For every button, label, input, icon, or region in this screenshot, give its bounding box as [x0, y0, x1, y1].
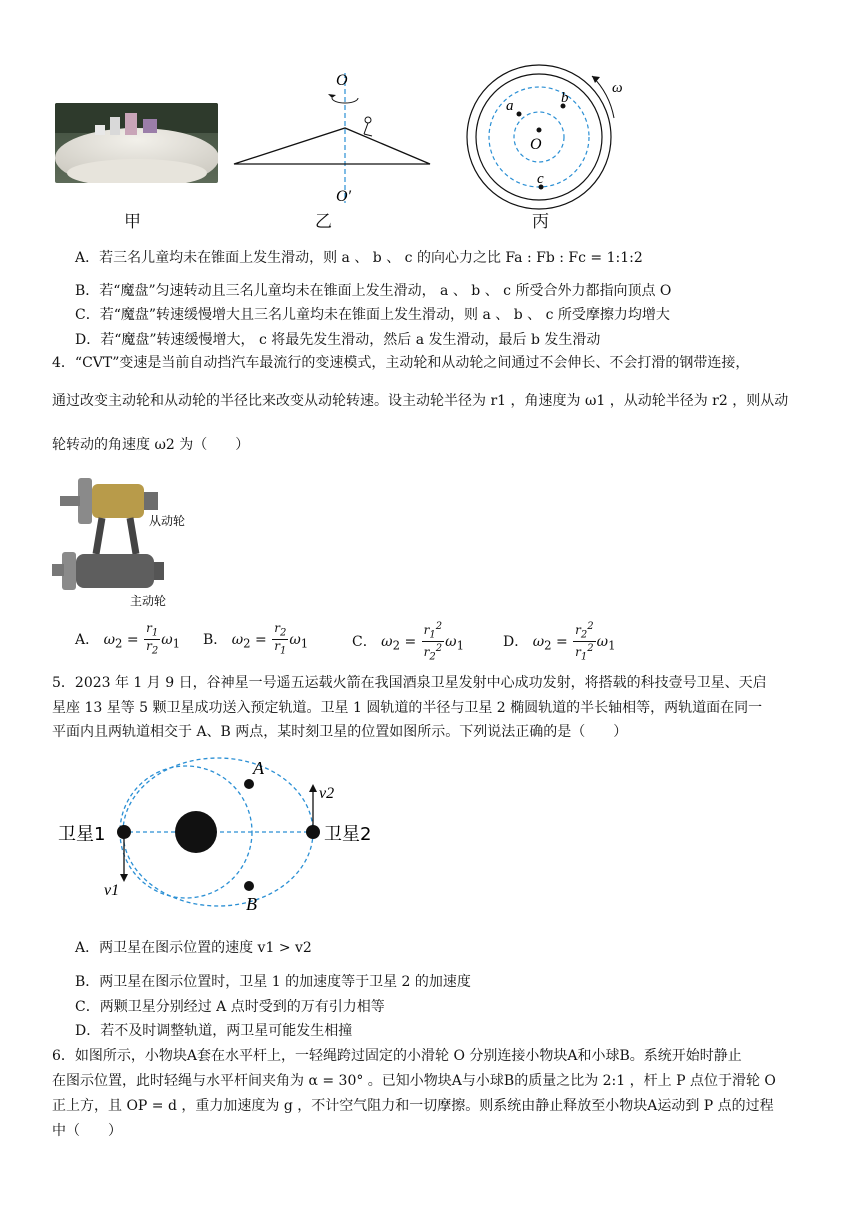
- q3-option-a: A．若三名儿童均未在锥面上发生滑动，则 a 、 b 、 c 的向心力之比 Fa : Fb : Fc = 1:1:2: [75, 250, 643, 266]
- q6-line3: 正上方，且 OP = d ，重力加速度为 g ，不计空气阻力和一切摩擦。则系统由静止释放至小物块A运动到 P 点的过程: [52, 1098, 774, 1114]
- caption-jia: 甲: [124, 212, 141, 232]
- q4-line3: 轮转动的角速度 ω2 为（ ）: [52, 437, 250, 453]
- driven-pulley: [92, 484, 144, 518]
- satellite-2: [306, 825, 320, 839]
- q5-option-b: B．两卫星在图示位置时，卫星 1 的加速度等于卫星 2 的加速度: [75, 974, 471, 990]
- rotation-arrowhead: [328, 94, 336, 98]
- q4-line2: 通过改变主动轮和从动轮的半径比来改变从动轮转速。设主动轮半径为 r1 ，角速度为 ω1 ，从动轮半径为 r2 ，则从动: [52, 393, 789, 409]
- cvt-diagram: [52, 470, 242, 610]
- child-figure: [365, 117, 371, 123]
- q6-line1: 6．如图所示，小物块A套在水平杆上，一轻绳跨过固定的小滑轮 O 分别连接小物块A和小球B。系统开始时静止: [52, 1048, 742, 1064]
- satellite-1: [117, 825, 131, 839]
- point-B: [244, 881, 254, 891]
- svg-text:a: a: [506, 98, 514, 114]
- steel-belt: [96, 518, 102, 554]
- planet: [175, 811, 217, 853]
- label-B: B: [246, 894, 257, 914]
- label-sat2: 卫星2: [324, 824, 372, 845]
- label-O-prime: O′: [336, 188, 352, 205]
- q5-option-a: A．两卫星在图示位置的速度 v1 > v2: [75, 940, 312, 956]
- q5-option-c: C．两颗卫星分别经过 A 点时受到的万有引力相等: [75, 999, 385, 1015]
- driving-pulley: [76, 554, 154, 588]
- q3-option-c: C．若“魔盘”转速缓慢增大且三名儿童均未在锥面上发生滑动，则 a 、 b 、 c 所受摩擦力均增大: [75, 307, 670, 323]
- magic-disk-photo: [55, 103, 218, 183]
- center-dot: [537, 128, 542, 133]
- driving-gear: [62, 552, 76, 590]
- orbit-diagram: [58, 750, 388, 920]
- q4-option-a: A． $\omega_2$ = $\frac{r_1}{r_2}$ $\omega_1$: [75, 621, 181, 657]
- q5-line2: 星座 13 星等 5 颗卫星成功送入预定轨道。卫星 1 圆轨道的半径与卫星 2 椭圆轨道的半长轴相等，两轨道面在同一: [52, 700, 763, 716]
- label-driving: 主动轮: [130, 594, 167, 608]
- q4-option-d: D． $\omega_2$ = $\frac{r_2^2}{r_1^2}$ $\omega_1$: [503, 621, 616, 663]
- q6-line4: 中（ ）: [52, 1123, 122, 1139]
- q5-line3: 平面内且两轨道相交于 A、B 两点，某时刻卫星的位置如图所示。下列说法正确的是（ ）: [52, 724, 628, 740]
- label-sat1: 卫星1: [58, 824, 106, 845]
- q6-line2: 在图示位置，此时轻绳与水平杆间夹角为 α = 30° 。已知小物块A与小球B的质量之比为 2:1 ，杆上 P 点位于滑轮 O: [52, 1073, 776, 1089]
- q5-line1: 5．2023 年 1 月 9 日，谷神星一号遥五运载火箭在我国酒泉卫星发射中心成功发射，将搭载的科技壹号卫星、天启: [52, 675, 767, 691]
- cone-diagram: [228, 68, 438, 208]
- point-A: [244, 779, 254, 789]
- q4-line1: 4．“CVT”变速是当前自动挡汽车最流行的变速模式，主动轮和从动轮之间通过不会伸长、不会打滑的钢带连接，: [52, 355, 750, 371]
- q4-option-c: C． $\omega_2$ = $\frac{r_1^2}{r_2^2}$ $\omega_1$: [352, 621, 464, 663]
- label-O: O: [336, 72, 348, 89]
- svg-text:O: O: [530, 136, 542, 153]
- disk-top-view: [462, 60, 642, 210]
- cone-outline: [234, 128, 430, 164]
- caption-yi: 乙: [315, 212, 332, 232]
- svg-text:c: c: [537, 171, 544, 187]
- label-v2: v2: [319, 785, 335, 802]
- q4-option-b: B． $\omega_2$ = $\frac{r_2}{r_1}$ $\omega_1$: [203, 621, 309, 657]
- driven-gear: [78, 478, 92, 524]
- svg-text:b: b: [561, 90, 569, 106]
- svg-text:ω: ω: [612, 80, 623, 96]
- q3-option-d: D．若“魔盘”转速缓慢增大， c 将最先发生滑动，然后 a 发生滑动，最后 b 发生滑动: [75, 332, 601, 348]
- q5-option-d: D．若不及时调整轨道，两卫星可能发生相撞: [75, 1023, 353, 1039]
- point-a: [517, 112, 522, 117]
- q3-option-b: B．若“魔盘”匀速转动且三名儿童均未在锥面上发生滑动， a 、 b 、 c 所受合外力都指向顶点 O: [75, 283, 672, 299]
- caption-bing: 丙: [532, 212, 549, 232]
- label-A: A: [253, 758, 264, 778]
- label-v1: v1: [104, 882, 120, 899]
- label-driven: 从动轮: [149, 514, 186, 528]
